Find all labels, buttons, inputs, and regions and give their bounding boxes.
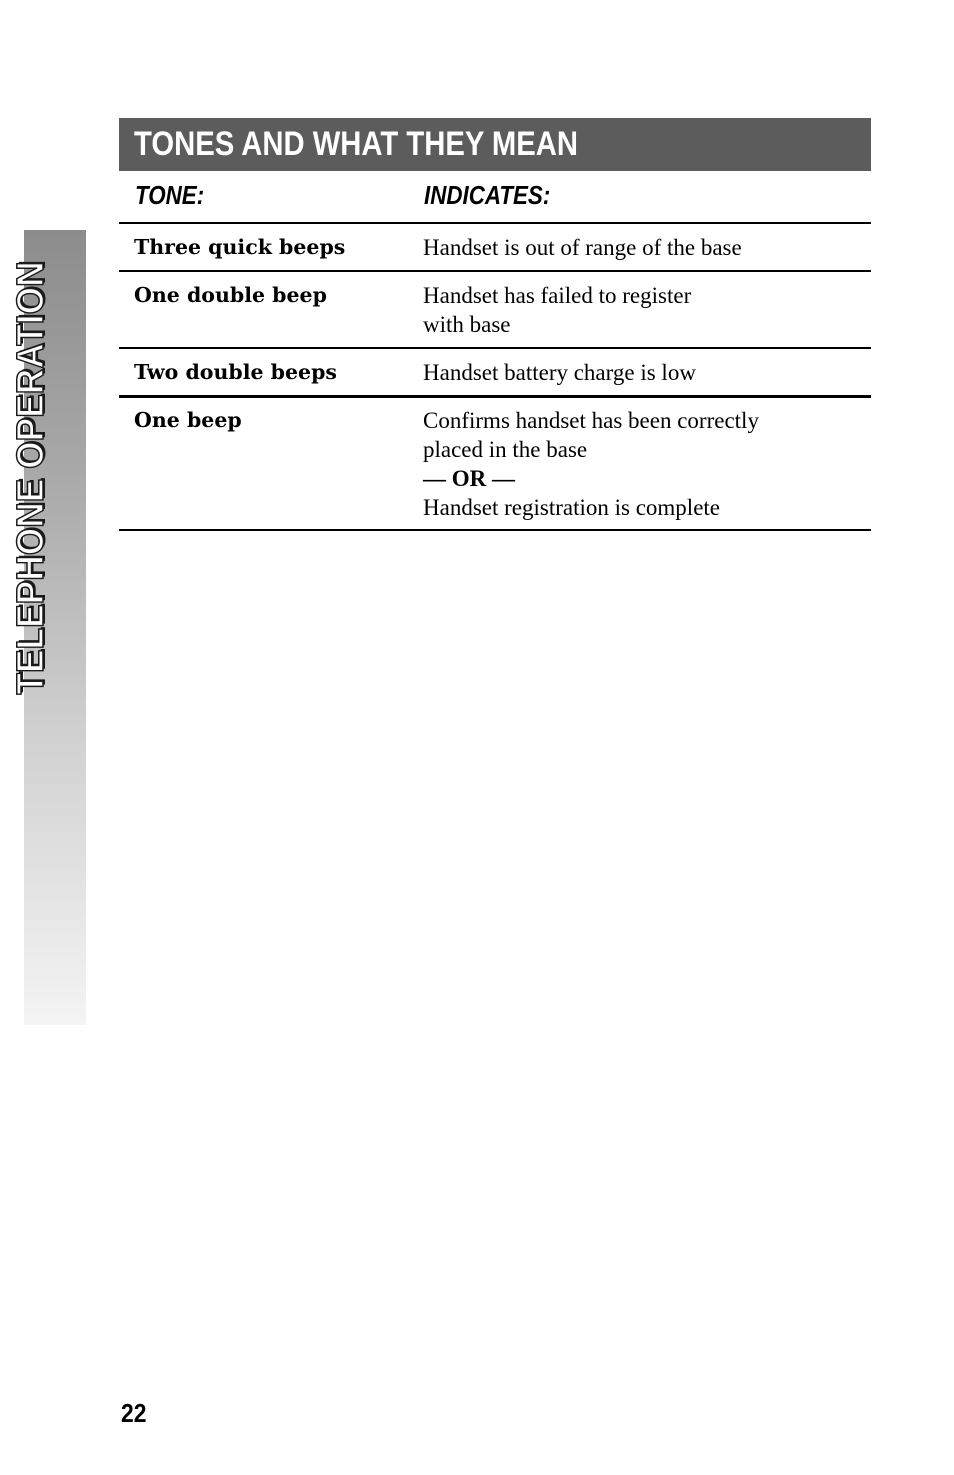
indicates-line: placed in the base: [423, 437, 588, 462]
side-tab-label: TELEPHONE OPERATION: [10, 261, 52, 695]
indicates-line: with base: [423, 312, 511, 337]
table-rule: [119, 270, 871, 272]
indicates-line: Handset is out of range of the base: [423, 235, 742, 260]
indicates-cell: [423, 281, 691, 339]
table-rule: [119, 395, 871, 398]
indicates-cell: [423, 358, 696, 387]
tone-cell: Two double beeps: [134, 360, 337, 384]
tone-cell: Three quick beeps: [134, 235, 346, 259]
section-title: TONES AND WHAT THEY MEAN: [134, 125, 579, 163]
column-header-indicates: INDICATES:: [424, 180, 551, 210]
table-rule: [119, 347, 871, 349]
table-rule: [119, 529, 871, 531]
indicates-cell: [423, 233, 742, 262]
column-header-tone: TONE:: [135, 180, 205, 210]
indicates-line: Handset registration is complete: [423, 495, 721, 520]
indicates-line: Handset has failed to register: [423, 283, 692, 308]
table-rule: [119, 222, 871, 224]
indicates-line: Handset battery charge is low: [423, 360, 696, 385]
page-number: 22: [121, 1398, 147, 1428]
indicates-line: Confirms handset has been correctly: [423, 408, 759, 433]
tone-cell: One beep: [134, 408, 242, 432]
or-separator: — OR —: [423, 466, 515, 491]
indicates-cell: [423, 406, 759, 522]
section-header: [119, 118, 871, 171]
tone-cell: One double beep: [134, 283, 327, 307]
